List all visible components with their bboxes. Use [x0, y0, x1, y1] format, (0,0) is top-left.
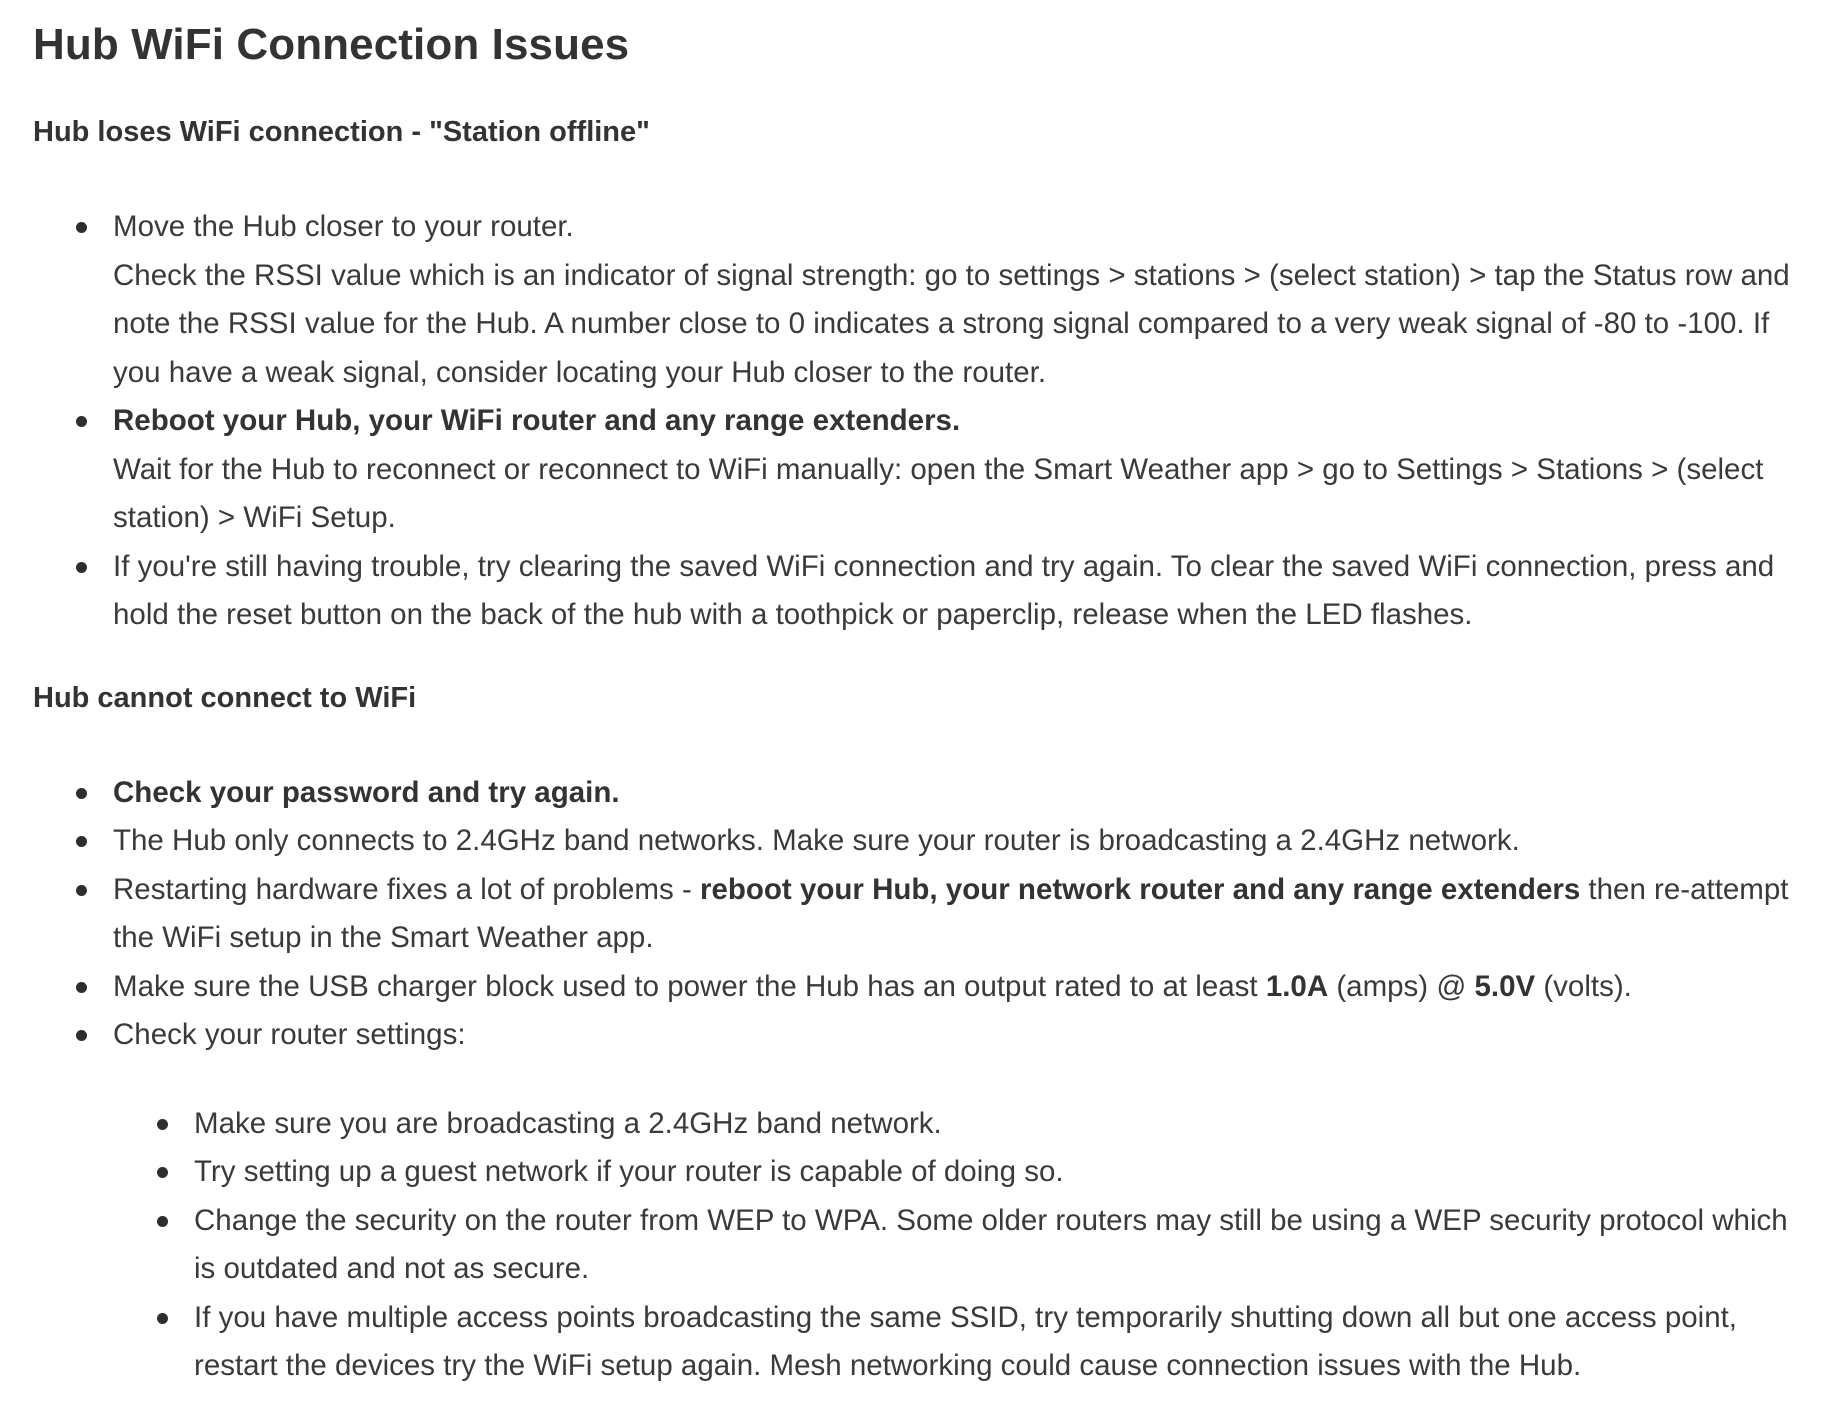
list-item [113, 203, 1793, 397]
cannot-connect-list [33, 769, 1793, 1391]
list-item [113, 817, 1793, 866]
list-item [113, 543, 1793, 640]
list-item-text: (volts). [1535, 969, 1632, 1003]
list-item [113, 397, 1793, 543]
list-item-text: Check your router settings: [113, 1018, 466, 1051]
list-item-detail: Wait for the Hub to reconnect or reconnect to WiFi manually: open the Smart Weather app > go to Settings > Stations > (select station) > WiFi Setup. [113, 452, 1764, 534]
sub-list-item: Make sure you are broadcasting a 2.4GHz band network. [194, 1100, 1793, 1149]
list-item-detail: Check the RSSI value which is an indicator of signal strength: go to settings > stations > (select station) > tap the Status row and note the RSSI value for the Hub. A number close to 0 indicates a strong signal compared to a very weak signal of -80 to -100. If you have a weak signal, consider locating your Hub closer to the router. [113, 258, 1790, 389]
sub-list-item: Try setting up a guest network if your router is capable of doing so. [194, 1148, 1793, 1197]
station-offline-list [33, 203, 1793, 640]
sub-list-item: If you have multiple access points broadcasting the same SSID, try temporarily shutting down all but one access point, restart the devices try the WiFi setup again. Mesh networking could cause connection issues with the Hub. [194, 1294, 1793, 1391]
current-rating: 1.0A [1265, 969, 1329, 1003]
voltage-rating: 5.0V [1474, 969, 1536, 1003]
list-item-bold-text: reboot your Hub, your network router and any range extenders [699, 872, 1581, 906]
list-item [113, 1011, 1793, 1391]
list-item [113, 866, 1793, 963]
list-item-text: If you're still having trouble, try clearing the saved WiFi connection and try again. To clear the saved WiFi connection, press and hold the reset button on the back of the hub with a toothpick or paperclip, release when the LED flashes. [113, 549, 1775, 631]
list-item-text: Move the Hub closer to your router. [113, 210, 574, 243]
list-item-text: The Hub only connects to 2.4GHz band networks. Make sure your router is broadcasting a 2.4GHz network. [113, 824, 1520, 857]
section-heading-station-offline: Hub loses WiFi connection - "Station offline" [33, 116, 650, 148]
page-title: Hub WiFi Connection Issues [33, 20, 630, 69]
section-heading-cannot-connect: Hub cannot connect to WiFi [33, 681, 417, 714]
list-item-text: (amps) @ [1328, 969, 1475, 1003]
list-item-text: Make sure the USB charger block used to power the Hub has an output rated to at least [113, 969, 1266, 1003]
list-item-text: then re-attempt the WiFi setup in the Smart Weather app. [113, 872, 1789, 954]
list-item-bold-text: Check your password and try again. [113, 775, 620, 809]
list-item-text: Restarting hardware fixes a lot of problems - [113, 872, 700, 906]
sub-list-item: Change the security on the router from WEP to WPA. Some older routers may still be using a WEP security protocol which is outdated and not as secure. [194, 1197, 1793, 1294]
list-item [113, 769, 1793, 818]
router-settings-list [113, 1100, 1793, 1391]
list-item [113, 963, 1793, 1012]
list-item-bold-text: Reboot your Hub, your WiFi router and any range extenders. [113, 404, 961, 437]
